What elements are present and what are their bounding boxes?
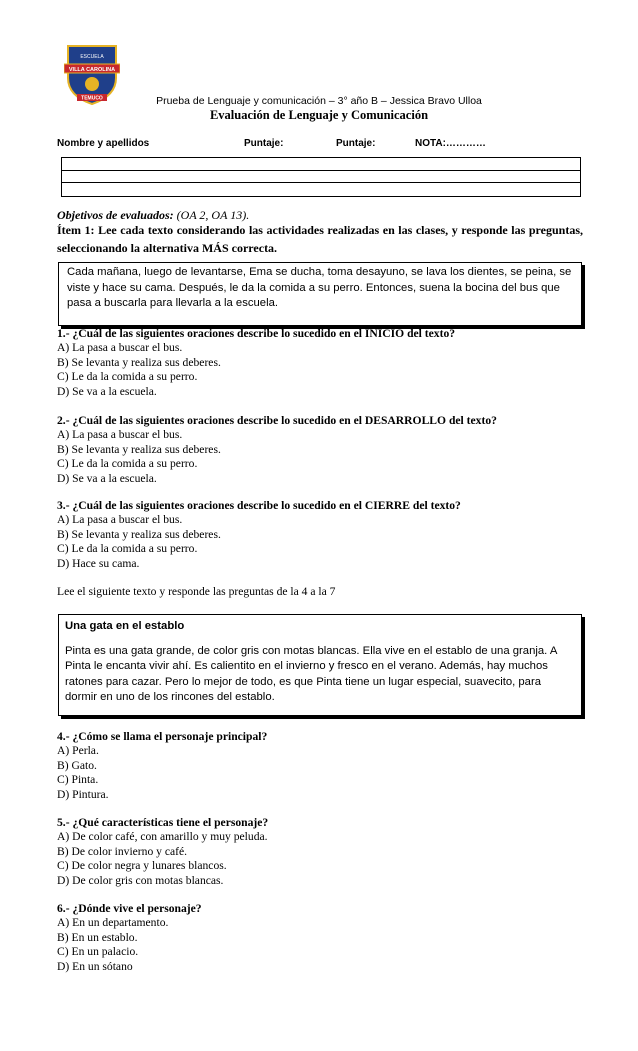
objectives-value: (OA 2, OA 13). — [176, 208, 250, 222]
option[interactable]: A) En un departamento. — [57, 916, 169, 930]
option[interactable]: A) Perla. — [57, 744, 99, 758]
question-1 — [57, 327, 455, 399]
write-line[interactable] — [62, 158, 580, 171]
option[interactable]: C) Le da la comida a su perro. — [57, 457, 198, 471]
logo-line-3: TEMUCO — [81, 95, 103, 102]
option[interactable]: B) De color invierno y café. — [57, 844, 188, 858]
objectives-label: Objetivos de evaluados: — [57, 208, 174, 222]
reading-text-2 — [58, 614, 582, 716]
question-2 — [57, 414, 497, 486]
question-6 — [57, 902, 202, 974]
score-label-2: Puntaje: — [336, 138, 376, 149]
option[interactable]: D) Hace su cama. — [57, 556, 140, 570]
item1-instruction: Ítem 1: Lee cada texto considerando las actividades realizadas en las clases, y responde las preguntas, seleccionando la alternativa MÁS correcta. — [57, 223, 583, 255]
question-stem: 6.- ¿Dónde vive el personaje? — [57, 902, 202, 915]
option[interactable]: C) De color negra y lunares blancos. — [57, 859, 227, 873]
option[interactable]: D) Se va a la escuela. — [57, 384, 157, 398]
option[interactable]: A) La pasa a buscar el bus. — [57, 341, 183, 355]
option[interactable]: D) De color gris con motas blancas. — [57, 873, 224, 887]
option[interactable]: B) Se levanta y realiza sus deberes. — [57, 442, 221, 456]
logo-line-2: VILLA CAROLINA — [68, 67, 116, 73]
option[interactable]: C) Le da la comida a su perro. — [57, 542, 198, 556]
instruction-2: Lee el siguiente texto y responde las preguntas de la 4 a la 7 — [57, 585, 336, 598]
option[interactable]: A) La pasa a buscar el bus. — [57, 428, 183, 442]
question-stem: 1.- ¿Cuál de las siguientes oraciones describe lo sucedido en el INICIO del texto? — [57, 327, 456, 340]
option[interactable]: A) La pasa a buscar el bus. — [57, 513, 183, 527]
option[interactable]: B) Gato. — [57, 758, 97, 772]
question-stem: 4.- ¿Cómo se llama el personaje principal? — [57, 730, 268, 743]
question-5 — [57, 816, 268, 888]
question-stem: 2.- ¿Cuál de las siguientes oraciones describe lo sucedido en el DESARROLLO del texto? — [57, 414, 497, 427]
reading-text-1: Cada mañana, luego de levantarse, Ema se ducha, toma desayuno, se lava los dientes, se peina, se viste y hace su cama. Después, le da la comida a su perro. Entonces, suena la bocina del bus que pasa a buscarla para llevarla a la escuela. — [58, 262, 582, 326]
option[interactable]: D) Se va a la escuela. — [57, 471, 157, 485]
option[interactable]: C) Pinta. — [57, 773, 99, 787]
option[interactable]: A) De color café, con amarillo y muy peluda. — [57, 830, 268, 844]
score-label-1: Puntaje: — [244, 138, 284, 149]
question-4 — [57, 730, 267, 802]
option[interactable]: B) Se levanta y realiza sus deberes. — [57, 527, 221, 541]
option[interactable]: C) En un palacio. — [57, 945, 139, 959]
option[interactable]: D) Pintura. — [57, 787, 109, 801]
option[interactable]: B) Se levanta y realiza sus deberes. — [57, 355, 221, 369]
page-title: Evaluación de Lenguaje y Comunicación — [209, 108, 429, 122]
name-label: Nombre y apellidos — [57, 138, 150, 149]
logo-line-1: ESCUELA — [80, 54, 104, 60]
grade-label: NOTA:………… — [415, 138, 486, 149]
story-title: Una gata en el establo — [65, 620, 185, 632]
option[interactable]: C) Le da la comida a su perro. — [57, 370, 198, 384]
option[interactable]: B) En un establo. — [57, 930, 138, 944]
question-stem: 3.- ¿Cuál de las siguientes oraciones describe lo sucedido en el CIERRE del texto? — [57, 499, 461, 512]
write-line[interactable] — [62, 183, 580, 196]
header-subtitle: Prueba de Lenguaje y comunicación – 3° año B – Jessica Bravo Ulloa — [156, 95, 482, 107]
write-line[interactable] — [62, 171, 580, 184]
question-stem: 5.- ¿Qué características tiene el personaje? — [57, 816, 269, 829]
option[interactable]: D) En un sótano — [57, 959, 133, 973]
name-write-box[interactable] — [61, 157, 581, 197]
story-body: Pinta es una gata grande, de color gris con motas blancas. Ella vive en el establo de una granja. A Pinta le encanta vivir ahí. Es calientito en el invierno y fresco en el verano. Además, hay muchos ratones para cazar. Pero lo mejor de todo, es que Pinta tiene un lugar especial, suavecito, para dormir en uno de los rincones del establo. — [65, 644, 557, 704]
question-3 — [57, 499, 461, 571]
